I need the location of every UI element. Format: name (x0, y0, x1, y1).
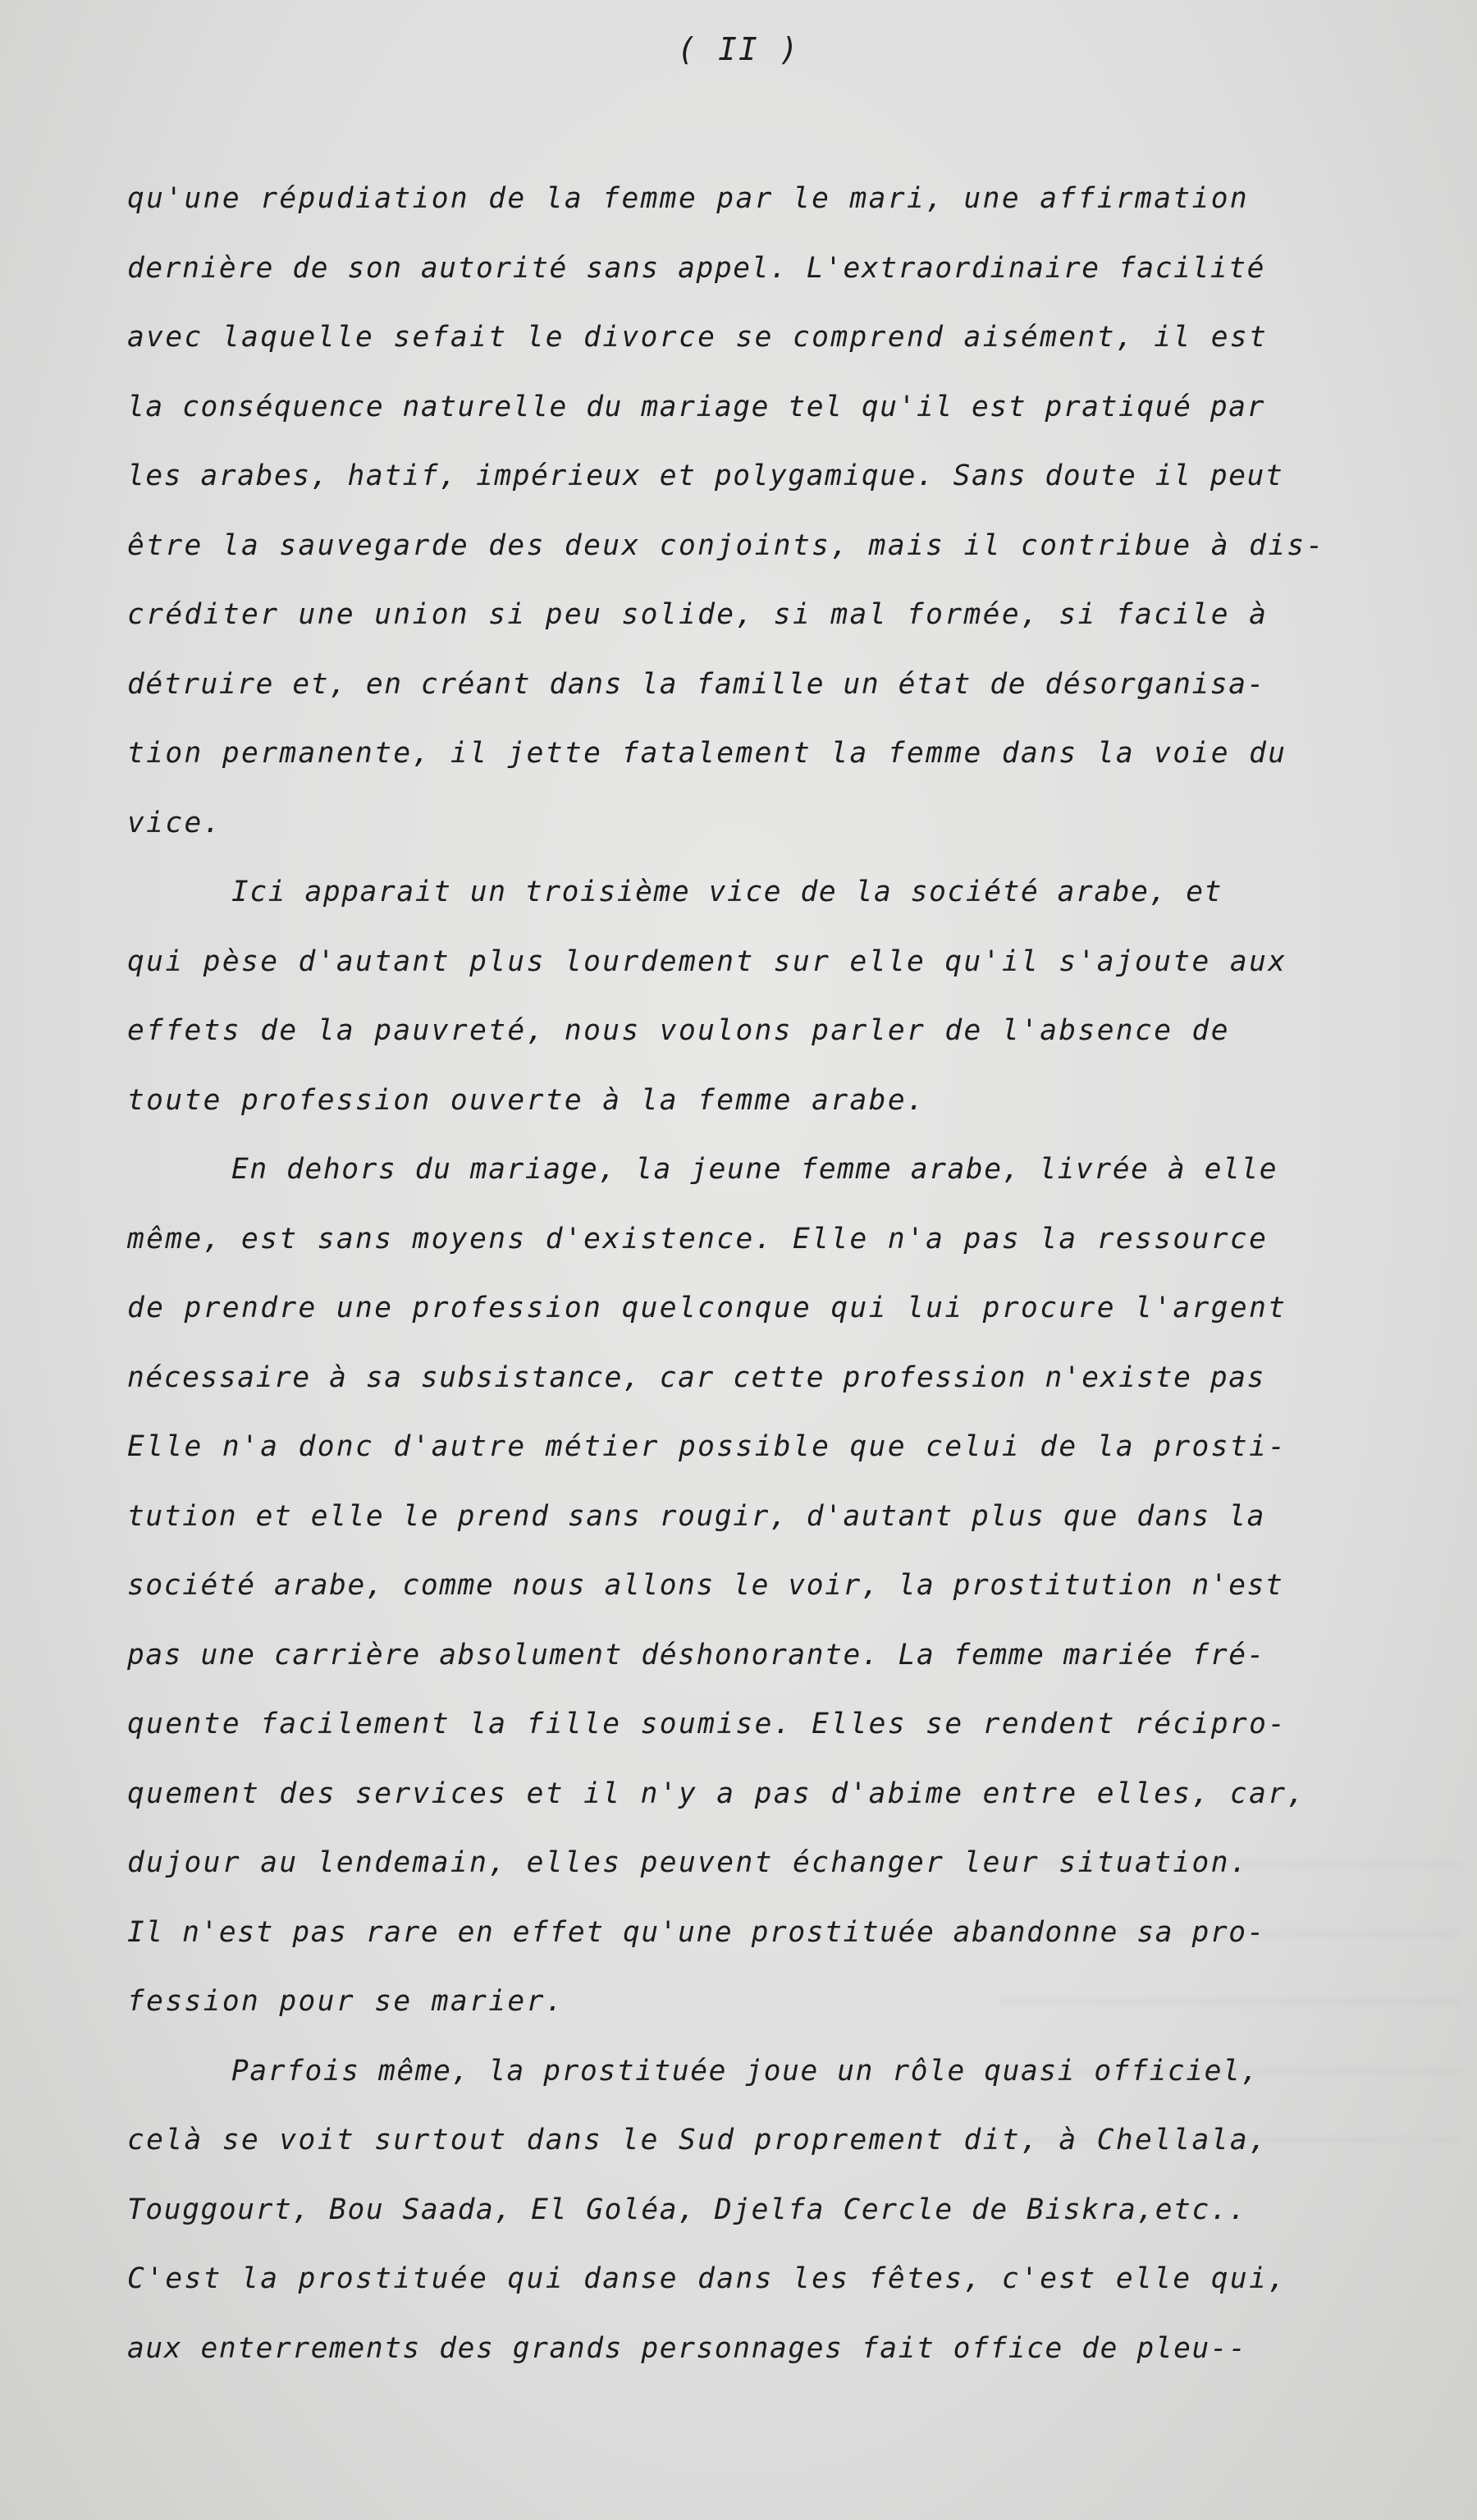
text-line: Il n'est pas rare en effet qu'une prostituée abandonne sa pro- (127, 1915, 1265, 1949)
paragraph-start-line: Ici apparait un troisième vice de la société arabe, et (231, 876, 1223, 908)
page-number: ( II ) (677, 31, 800, 67)
text-line: Touggourt, Bou Saada, El Goléa, Djelfa Cercle de Biskra,etc.. (127, 2193, 1247, 2226)
text-line: dujour au lendemain, elles peuvent échanger leur situation. (127, 1846, 1250, 1879)
paragraph-start-line: Parfois même, la prostituée joue un rôle quasi officiel, (231, 2054, 1260, 2088)
text-line: créditer une union si peu solide, si mal formée, si facile à (127, 598, 1269, 631)
text-line: dernière de son autorité sans appel. L'extraordinaire facilité (127, 251, 1265, 285)
text-line: nécessaire à sa subsistance, car cette profession n'existe pas (127, 1361, 1265, 1394)
text-line: quement des services et il n'y a pas d'abime entre elles, car, (127, 1777, 1306, 1810)
text-line: tution et elle le prend sans rougir, d'autant plus que dans la (127, 1499, 1265, 1533)
text-line: qu'une répudiation de la femme par le mari, une affirmation (127, 182, 1250, 215)
text-line: les arabes, hatif, impérieux et polygamique. Sans doute il peut (127, 460, 1284, 492)
text-line: pas une carrière absolument déshonorante. La femme mariée fré- (127, 1638, 1265, 1672)
text-line: fession pour se marier. (127, 1985, 565, 2018)
text-line: vice. (127, 806, 222, 839)
text-line: quente facilement la fille soumise. Elles se rendent récipro- (127, 1708, 1287, 1740)
body-text (127, 164, 1444, 2383)
text-line: avec laquelle sefait le divorce se comprend aisément, il est (127, 321, 1269, 354)
text-line: de prendre une profession quelconque qui lui procure l'argent (127, 1292, 1287, 1324)
text-line: qui pèse d'autant plus lourdement sur elle qu'il s'ajoute aux (127, 944, 1287, 978)
text-line: la conséquence naturelle du mariage tel qu'il est pratiqué par (127, 390, 1265, 423)
text-line: aux enterrements des grands personnages fait office de pleu-- (127, 2331, 1247, 2365)
text-line: effets de la pauvreté, nous voulons parler de l'absence de (127, 1014, 1230, 1047)
paragraph-start-line: En dehors du mariage, la jeune femme arabe, livrée à elle (231, 1153, 1278, 1186)
text-line: celà se voit surtout dans le Sud proprement dit, à Chellala, (127, 2124, 1269, 2156)
text-line: détruire et, en créant dans la famille un état de désorganisa- (127, 667, 1265, 701)
text-line: Elle n'a donc d'autre métier possible que celui de la prosti- (127, 1430, 1287, 1463)
text-line: tion permanente, il jette fatalement la femme dans la voie du (127, 737, 1287, 770)
text-line: toute profession ouverte à la femme arabe. (127, 1083, 926, 1117)
text-line: société arabe, comme nous allons le voir, la prostitution n'est (127, 1569, 1284, 1602)
text-line: être la sauvegarde des deux conjoints, mais il contribue à dis- (127, 528, 1325, 562)
text-line: C'est la prostituée qui danse dans les fêtes, c'est elle qui, (127, 2262, 1287, 2295)
text-line: même, est sans moyens d'existence. Elle n'a pas la ressource (127, 1222, 1269, 1255)
